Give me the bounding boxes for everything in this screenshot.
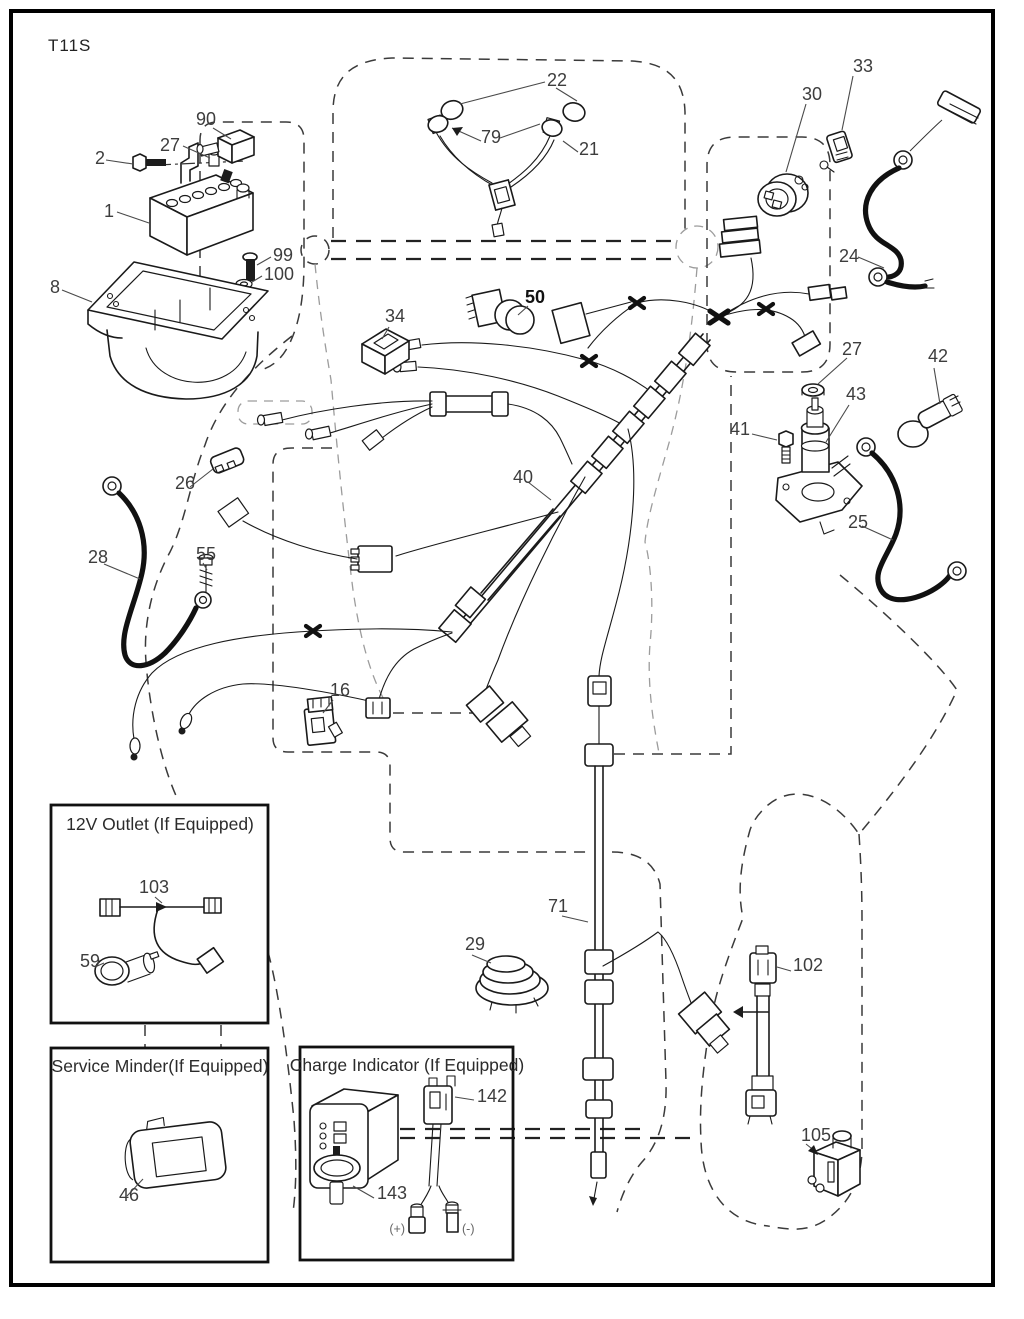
- part-label-2: 2: [95, 148, 106, 168]
- part-label-29: 29: [465, 934, 486, 954]
- part-label-24: 24: [839, 246, 860, 266]
- bolt-2: [133, 154, 166, 171]
- part-label-27-top: 27: [160, 135, 181, 155]
- seat-harness-71: [583, 676, 729, 1206]
- relay-50: [466, 289, 534, 334]
- inset-service-minder-title: Service Minder(If Equipped): [51, 1056, 269, 1076]
- inset-charge-indicator-title: Charge Indicator (If Equipped): [289, 1055, 525, 1075]
- inset-12v-outlet: [51, 805, 268, 1023]
- part-label-100: 100: [264, 264, 295, 284]
- battery-cable-24: [866, 90, 982, 288]
- part-label-40: 40: [513, 467, 534, 487]
- charge-indicator-lead-142: [389, 1076, 474, 1236]
- part-label-1: 1: [104, 201, 115, 221]
- part-label-59: 59: [80, 951, 101, 971]
- part-label-55: 55: [196, 544, 217, 564]
- inset-12v-outlet-title: 12V Outlet (If Equipped): [66, 814, 254, 834]
- part-label-30: 30: [802, 84, 823, 104]
- bolt-99: [243, 253, 257, 281]
- seat-switch-29: [476, 956, 548, 1013]
- part-label-102: 102: [793, 955, 824, 975]
- main-harness-40: [393, 216, 847, 642]
- part-label-8: 8: [50, 277, 61, 297]
- part-label-34: 34: [385, 306, 406, 326]
- part-label-99: 99: [273, 245, 294, 265]
- part-label-50: 50: [525, 287, 546, 307]
- part-label-105: 105: [801, 1125, 832, 1145]
- headlight-harness: [426, 98, 587, 237]
- terminal-boot-42: [898, 394, 963, 447]
- part-label-25: 25: [848, 512, 869, 532]
- inset-charge-indicator: [290, 1047, 524, 1260]
- polarity-positive-label: (+): [389, 1222, 405, 1236]
- part-label-90: 90: [196, 109, 217, 129]
- fuse-90: [197, 130, 254, 163]
- battery: [150, 169, 253, 255]
- part-label-33: 33: [853, 56, 874, 76]
- battery-cable-25: [857, 438, 966, 600]
- inline-fuse-holder: [258, 392, 573, 464]
- part-label-22: 22: [547, 70, 568, 90]
- inset-service-minder: [51, 1048, 268, 1262]
- interlock-switch-16: [304, 697, 342, 746]
- part-label-143: 143: [377, 1183, 408, 1203]
- ground-cable-28: [103, 477, 211, 666]
- part-label-142: 142: [477, 1086, 508, 1106]
- service-minder-display-46: [121, 1111, 228, 1191]
- part-label-42: 42: [928, 346, 949, 366]
- fuse-26: [209, 447, 245, 475]
- part-label-16: 16: [330, 680, 351, 700]
- nut-27-right: [802, 384, 824, 396]
- polarity-negative-label: (-): [462, 1222, 475, 1236]
- part-label-26: 26: [175, 473, 196, 493]
- bolt-41: [779, 431, 793, 463]
- outlet-socket-59: [95, 952, 159, 985]
- part-label-46: 46: [119, 1185, 140, 1205]
- part-label-27-right: 27: [842, 339, 863, 359]
- part-label-28: 28: [88, 547, 109, 567]
- part-label-79: 79: [481, 127, 502, 147]
- part-label-43: 43: [846, 384, 867, 404]
- part-label-103: 103: [139, 877, 170, 897]
- diagram-id: T11S: [48, 36, 92, 55]
- extension-102: [733, 946, 776, 1124]
- ignition-switch-30: [758, 174, 808, 216]
- part-label-41: 41: [730, 419, 751, 439]
- part-label-21: 21: [579, 139, 600, 159]
- part-label-71: 71: [548, 896, 569, 916]
- ignition-key-33: [820, 131, 853, 172]
